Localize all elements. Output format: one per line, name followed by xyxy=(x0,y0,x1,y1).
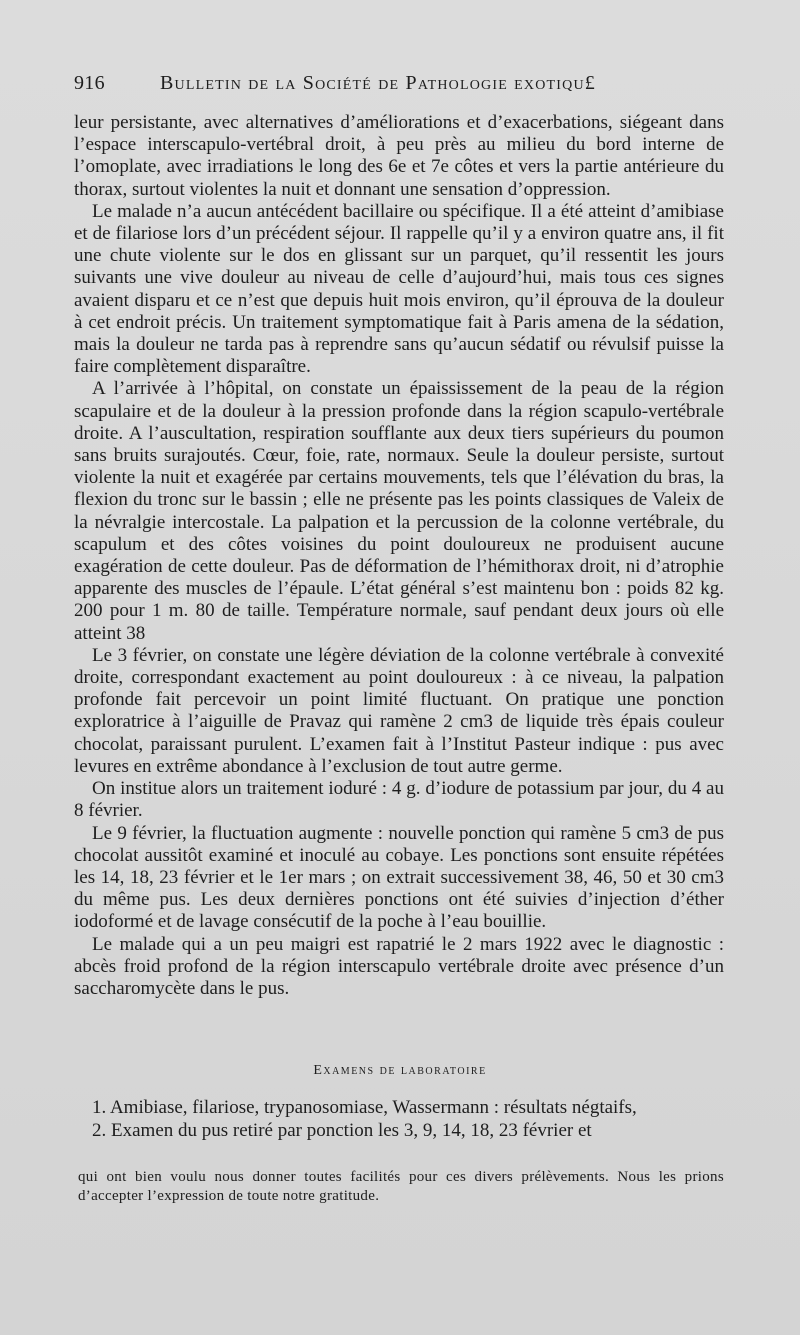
lab-results-list xyxy=(74,1097,724,1142)
paragraph: Le malade n’a aucun antécédent bacillaire ou spécifique. Il a été atteint d’amibiase et de filariose lors d’un précédent séjour. Il rappelle qu’il y a environ quatre ans, il fit une chute violente sur le dos en glissant sur un parquet, qu’il ressentit les jours suivants une vive douleur au niveau de celle d’aujourd’hui, mais tous ces signes avaient disparu et ce n’est que depuis huit mois environ, qu’il éprouva de la douleur à cet endroit précis. Un traitement symptomatique fait à Paris amena de la sédation, mais la douleur ne tarda pas à reprendre sans qu’aucun sédatif ou révulsif puisse la faire complètement disparaître. xyxy=(74,200,724,378)
paragraph: Le 3 février, on constate une légère déviation de la colonne vertébrale à convexité droite, correspondant exactement au point douloureux : à ce niveau, la palpation profonde fait percevoir un point limité fluctuant. On pratique une ponction exploratrice à l’aiguille de Pravaz qui ramène 2 cm3 de liquide très épais couleur chocolat, paraissant purulent. L’examen fait à l’Institut Pasteur indique : pus avec levures en extrême abondance à l’exclusion de tout autre germe. xyxy=(74,644,724,777)
page-number: 916 xyxy=(74,72,105,94)
running-title: Bulletin de la Société de Pathologie exotiqu£ xyxy=(160,72,596,94)
footnote: qui ont bien voulu nous donner toutes facilités pour ces divers prélèvements. Nous les prions d’accepter l’expression de toute notre gratitude. xyxy=(78,1169,724,1204)
paragraph: On institue alors un traitement ioduré : 4 g. d’iodure de potassium par jour, du 4 au 8 février. xyxy=(74,778,724,822)
article-body xyxy=(74,112,724,1000)
paragraph: Le malade qui a un peu maigri est rapatrié le 2 mars 1922 avec le diagnostic : abcès froid profond de la région interscapulo vertébrale droite avec présence d’un saccharomycète dans le pus. xyxy=(74,933,724,999)
running-header xyxy=(74,72,734,95)
paragraph: leur persistante, avec alternatives d’améliorations et d’exacerbations, siégeant dans l’espace interscapulo-vertébral droit, à peu près au milieu du bord interne de l’omoplate, avec irradiations le long des 6e et 7e côtes et vers la partie antérieure du thorax, surtout violentes la nuit et donnant une sensation d’oppression. xyxy=(74,112,724,200)
list-item: 1. Amibiase, filariose, trypanosomiase, Wassermann : résultats négtaifs, xyxy=(92,1097,637,1118)
section-heading: Examens de laboratoire xyxy=(313,1063,487,1078)
paragraph: A l’arrivée à l’hôpital, on constate un épaississement de la peau de la région scapulaire et de la douleur à la pression profonde dans la région scapulo-vertébrale droite. A l’auscultation, respiration soufflante aux deux tiers supérieurs du poumon sans bruits surajoutés. Cœur, foie, rate, normaux. Seule la douleur persiste, surtout violente la nuit et exagérée par certains mouvements, tels que l’élévation du bras, la flexion du tronc sur le bassin ; elle ne présente pas les points classiques de Valeix de la névralgie intercostale. La palpation et la percussion de la colonne vertébrale, du scapulum et des côtes voisines du point douloureux ne produisent aucune exagération de cette douleur. Pas de déformation de l’hémithorax droit, ni d’atrophie apparente des muscles de l’épaule. L’état général s’est maintenu bon : poids 82 kg. 200 pour 1 m. 80 de taille. Température normale, sauf pendant deux jours où elle atteint 38 xyxy=(74,378,724,644)
list-item: 2. Examen du pus retiré par ponction les 3, 9, 14, 18, 23 février et xyxy=(92,1119,592,1141)
paragraph: Le 9 février, la fluctuation augmente : nouvelle ponction qui ramène 5 cm3 de pus chocolat aussitôt examiné et inoculé au cobaye. Les ponctions sont ensuite répétées les 14, 18, 23 février et le 1er mars ; on extrait successivement 38, 46, 50 et 30 cm3 du même pus. Les deux dernières ponctions ont été suivies d’injection d’éther iodoformé et de lavage consécutif de la poche à l’eau bouillie. xyxy=(74,822,724,933)
